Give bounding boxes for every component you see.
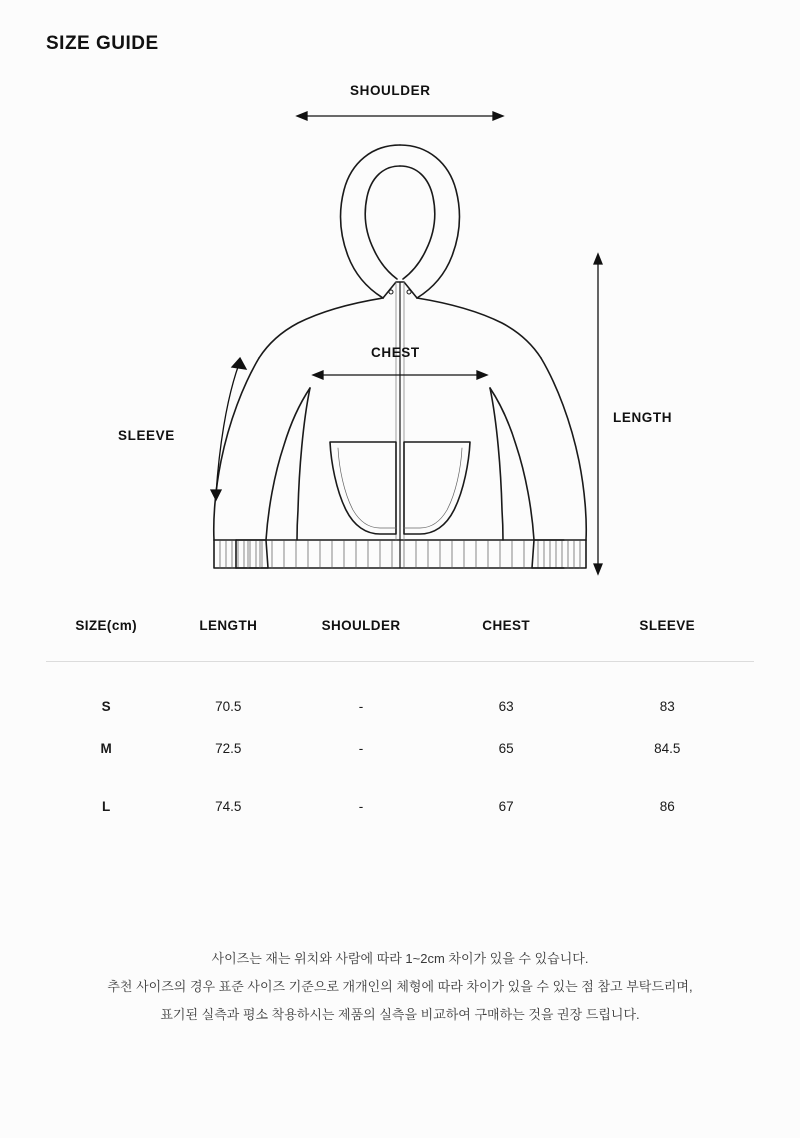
page-title: SIZE GUIDE bbox=[46, 33, 159, 54]
cell-chest: 65 bbox=[498, 741, 514, 756]
label-chest: CHEST bbox=[371, 345, 420, 360]
table-body bbox=[46, 662, 754, 836]
label-shoulder: SHOULDER bbox=[350, 83, 431, 98]
cell-sleeve: 86 bbox=[659, 799, 675, 814]
size-table bbox=[46, 618, 754, 836]
size-diagram bbox=[0, 70, 800, 600]
table-row bbox=[46, 662, 754, 720]
column-header-sleeve: SLEEVE bbox=[639, 618, 696, 633]
cell-shoulder: - bbox=[358, 741, 364, 756]
cell-sleeve: 84.5 bbox=[654, 741, 681, 756]
cell-shoulder: - bbox=[358, 799, 364, 814]
cell-size: L bbox=[102, 799, 111, 814]
table-header-row bbox=[46, 618, 754, 662]
note-line: 추천 사이즈의 경우 표준 사이즈 기준으로 개개인의 체형에 따라 차이가 있을 수 있는 점 참고 부탁드리며, bbox=[107, 978, 693, 994]
column-header-shoulder: SHOULDER bbox=[321, 618, 401, 633]
cell-size: M bbox=[100, 741, 112, 756]
label-sleeve: SLEEVE bbox=[118, 428, 175, 443]
column-header-chest: CHEST bbox=[482, 618, 531, 633]
table-row bbox=[46, 778, 754, 836]
note-line: 표기된 실측과 평소 착용하시는 제품의 실측을 비교하여 구매하는 것을 권장 드립니다. bbox=[160, 1006, 640, 1022]
cell-length: 70.5 bbox=[215, 699, 242, 715]
cell-sleeve: 83 bbox=[659, 699, 675, 715]
note-line: 사이즈는 재는 위치와 사람에 따라 1~2cm 차이가 있을 수 있습니다. bbox=[211, 951, 589, 966]
cell-chest: 67 bbox=[498, 799, 514, 814]
label-length: LENGTH bbox=[613, 410, 673, 425]
cell-shoulder: - bbox=[358, 699, 364, 715]
table-header bbox=[46, 618, 754, 662]
table-row bbox=[46, 720, 754, 778]
column-header-size: SIZE(cm) bbox=[75, 618, 138, 633]
cell-chest: 63 bbox=[498, 699, 514, 715]
column-header-length: LENGTH bbox=[199, 618, 258, 633]
hoodie-illustration bbox=[0, 70, 800, 600]
cell-size: S bbox=[101, 699, 111, 715]
cell-length: 74.5 bbox=[215, 799, 242, 814]
cell-length: 72.5 bbox=[215, 741, 242, 756]
size-notes bbox=[0, 950, 800, 1034]
